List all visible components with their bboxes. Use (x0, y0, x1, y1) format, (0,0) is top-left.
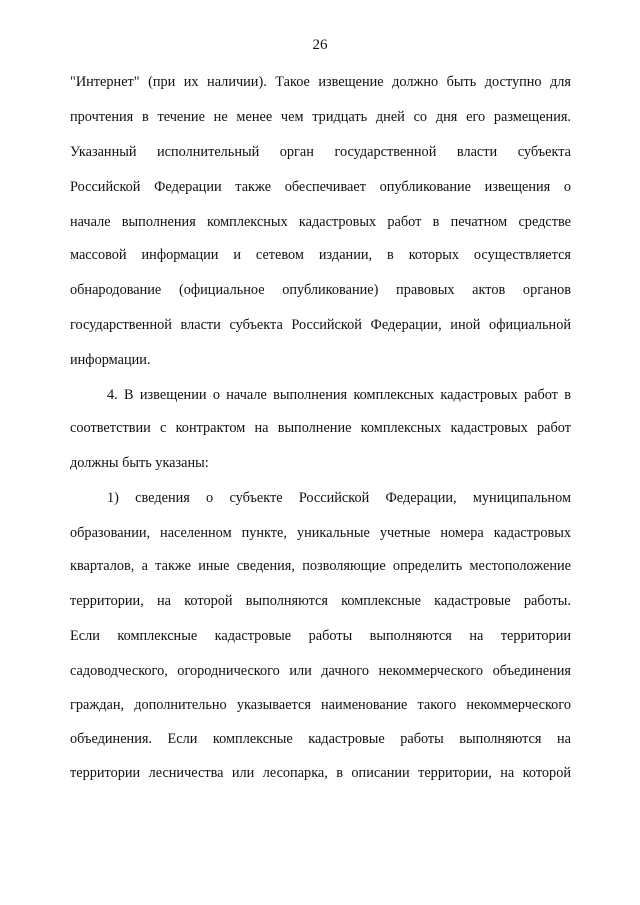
text-line: "Интернет" (при их наличии). Такое извещение должно быть доступно для (70, 74, 571, 90)
list-item-1-first-line: 1) сведения о субъекте Российской Федерации, муниципальном (107, 490, 571, 506)
text-line: Указанный исполнительный орган государственной власти субъекта (70, 144, 571, 160)
text-line: территории, на которой выполняются комплексные кадастровые работы. (70, 593, 571, 609)
text-line: Российской Федерации также обеспечивает опубликование извещения о (70, 179, 571, 195)
text-line: прочтения в течение не менее чем тридцать дней со дня его размещения. (70, 109, 571, 125)
text-line: территории лесничества или лесопарка, в описании территории, на которой (70, 765, 571, 781)
text-line: граждан, дополнительно указывается наименование такого некоммерческого (70, 697, 571, 713)
text-line: образовании, населенном пункте, уникальные учетные номера кадастровых (70, 525, 571, 541)
text-line: информации. (70, 352, 151, 368)
paragraph-4-first-line: 4. В извещении о начале выполнения комплексных кадастровых работ в (107, 387, 571, 403)
text-line: начале выполнения комплексных кадастровых работ в печатном средстве (70, 214, 571, 230)
text-line: государственной власти субъекта Российской Федерации, иной официальной (70, 317, 571, 333)
text-line: массовой информации и сетевом издании, в которых осуществляется (70, 247, 571, 263)
text-line: кварталов, а также иные сведения, позволяющие определить местоположение (70, 558, 571, 574)
text-line: должны быть указаны: (70, 455, 209, 471)
text-line: садоводческого, огороднического или дачного некоммерческого объединения (70, 663, 571, 679)
text-line: соответствии с контрактом на выполнение комплексных кадастровых работ (70, 420, 571, 436)
text-line: обнародование (официальное опубликование) правовых актов органов (70, 282, 571, 298)
text-line: объединения. Если комплексные кадастровые работы выполняются на (70, 731, 571, 747)
page-number: 26 (312, 37, 328, 53)
text-line: Если комплексные кадастровые работы выполняются на территории (70, 628, 571, 644)
